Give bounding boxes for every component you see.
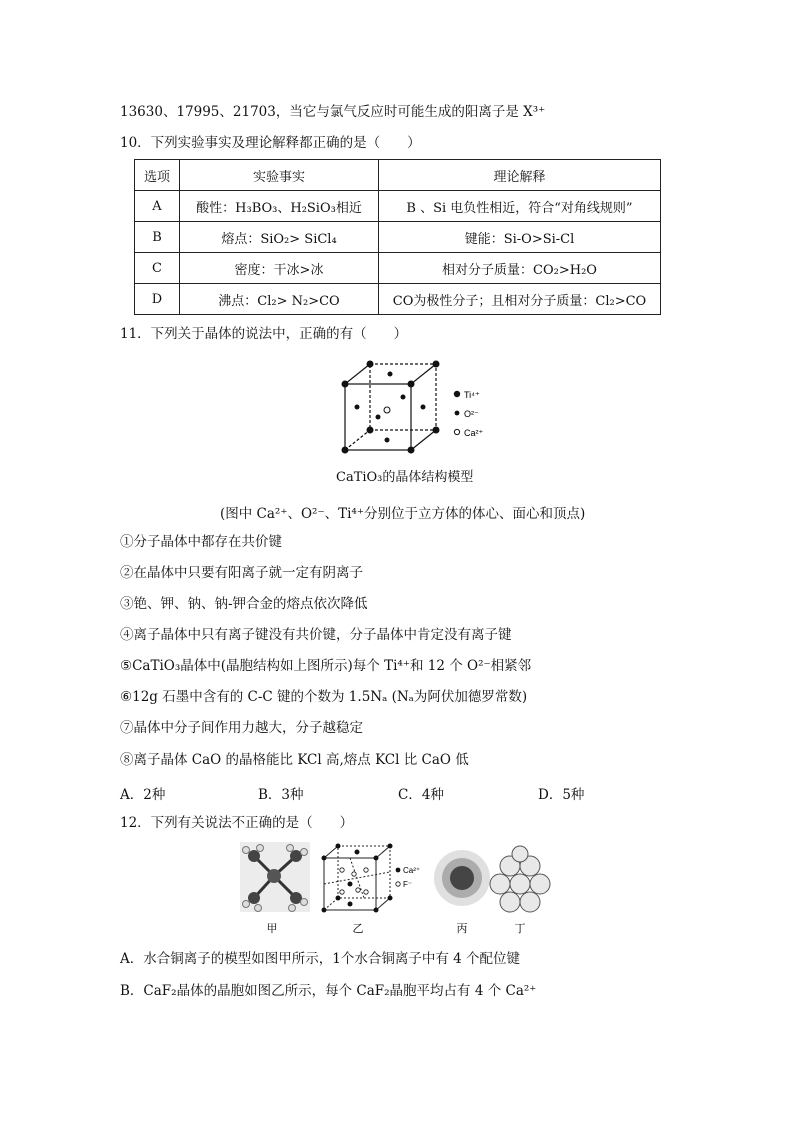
figure-yi <box>324 846 390 910</box>
q9-tail-text: 13630、17995、21703，当它与氯气反应时可能生成的阳离子是 X³⁺ <box>120 104 546 120</box>
statement-4: ④离子晶体中只有离子键没有共价键，分子晶体中肯定没有离子键 <box>120 627 512 643</box>
row-fact: 沸点：Cl₂> N₂>CO <box>180 284 379 315</box>
row-option: B <box>135 222 180 253</box>
figure-ding <box>490 846 550 912</box>
table-row <box>135 284 661 315</box>
q12-figures <box>238 840 556 936</box>
statement-5: ⑤CaTiO₃晶体中(晶胞结构如上图所示)每个 Ti⁴⁺和 12 个 O²⁻相紧邻 <box>120 658 532 674</box>
catio3-caption: CaTiO₃的晶体结构模型 <box>336 470 474 485</box>
row-option: A <box>135 191 180 222</box>
row-explanation: 键能：Si-O>Si-Cl <box>379 222 661 253</box>
table-row <box>135 253 661 284</box>
legend-ca: Ca²⁺ <box>464 428 484 438</box>
row-explanation: CO为极性分子；且相对分子质量：Cl₂>CO <box>379 284 661 315</box>
row-option: D <box>135 284 180 315</box>
row-fact: 密度：干冰>冰 <box>180 253 379 284</box>
statement-3: ③铯、钾、钠、钠-钾合金的熔点依次降低 <box>120 596 368 612</box>
q11-option-b: B．3种 <box>258 787 304 803</box>
statement-8: ⑧离子晶体 CaO 的晶格能比 KCl 高,熔点 KCl 比 CaO 低 <box>120 752 469 768</box>
table-header-row <box>135 160 661 191</box>
q12-stem: 12．下列有关说法不正确的是（ ） <box>120 815 354 831</box>
table-row <box>135 191 661 222</box>
row-explanation: 相对分子质量：CO₂>H₂O <box>379 253 661 284</box>
row-fact: 熔点：SiO₂> SiCl₄ <box>180 222 379 253</box>
figure-bing <box>434 850 490 906</box>
row-option: C <box>135 253 180 284</box>
q11-stem: 11．下列关于晶体的说法中，正确的有（ ） <box>120 326 408 342</box>
header-option: 选项 <box>135 160 180 191</box>
legend-f-ion: F⁻ <box>403 880 413 889</box>
header-fact: 实验事实 <box>180 160 379 191</box>
q12-option-a: A．水合铜离子的模型如图甲所示，1个水合铜离子中有 4 个配位键 <box>120 951 521 967</box>
figure-jia <box>240 842 310 912</box>
statement-6: ⑥12g 石墨中含有的 C-C 键的个数为 1.5Nₐ (Nₐ为阿伏加德罗常数) <box>120 689 528 705</box>
q11-option-d: D．5种 <box>538 787 585 803</box>
catio3-note: (图中 Ca²⁺、O²⁻、Ti⁴⁺分别位于立方体的体心、面心和顶点) <box>220 506 586 522</box>
legend-ca-ion: Ca²⁺ <box>403 866 421 875</box>
label-jia: 甲 <box>266 922 278 935</box>
statement-7: ⑦晶体中分子间作用力越大，分子越稳定 <box>120 720 363 736</box>
legend-ti: Ti⁴⁺ <box>464 390 480 400</box>
row-explanation: B 、Si 电负性相近，符合“对角线规则” <box>379 191 661 222</box>
statement-1: ①分子晶体中都存在共价键 <box>120 534 282 550</box>
table-row <box>135 222 661 253</box>
row-fact: 酸性：H₃BO₃、H₂SiO₃相近 <box>180 191 379 222</box>
catio3-crystal-figure <box>325 352 495 460</box>
label-yi: 乙 <box>352 922 364 935</box>
q10-table <box>134 159 661 315</box>
legend-o: O²⁻ <box>464 409 479 419</box>
q10-stem: 10．下列实验事实及理论解释都正确的是（ ） <box>120 135 421 151</box>
header-explanation: 理论解释 <box>379 160 661 191</box>
label-bing: 丙 <box>456 922 468 935</box>
q11-option-c: C．4种 <box>398 787 444 803</box>
statement-2: ②在晶体中只要有阳离子就一定有阴离子 <box>120 565 363 581</box>
label-ding: 丁 <box>514 922 526 935</box>
q11-option-a: A．2种 <box>120 787 166 803</box>
q12-option-b: B．CaF₂晶体的晶胞如图乙所示，每个 CaF₂晶胞平均占有 4 个 Ca²⁺ <box>120 983 537 999</box>
